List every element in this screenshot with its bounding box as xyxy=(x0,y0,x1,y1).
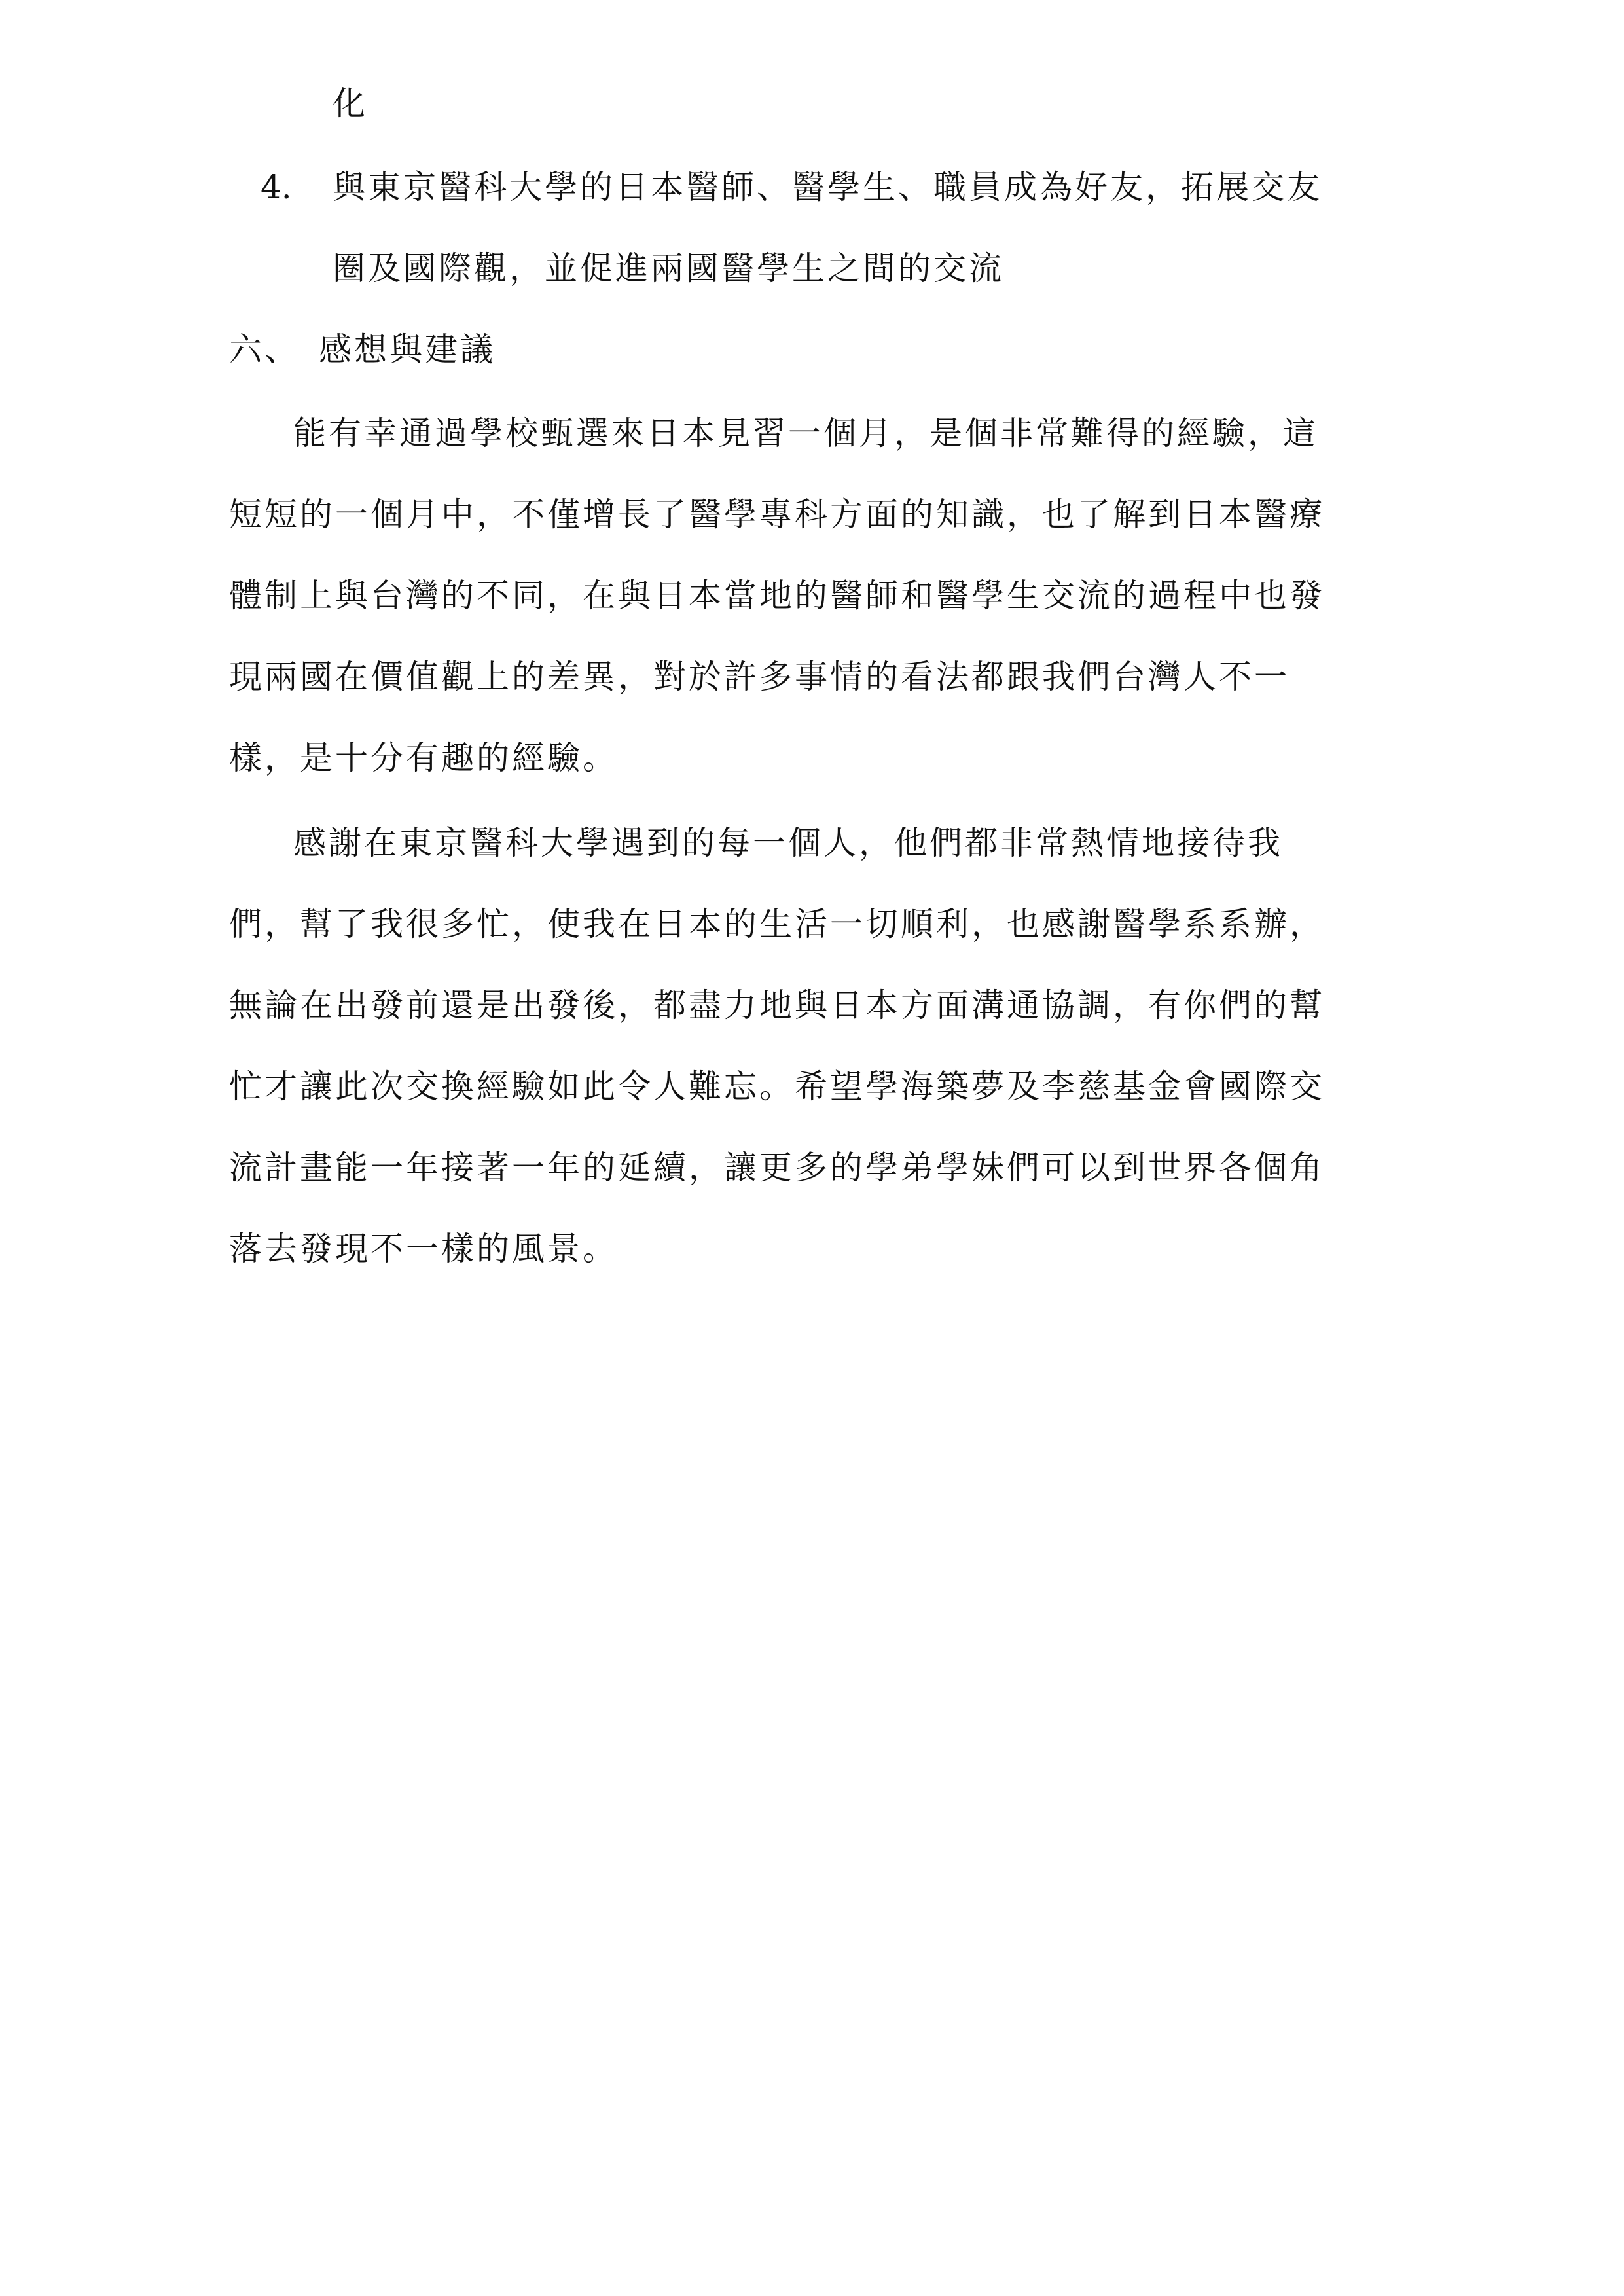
section-heading: 六、 感想與建議 xyxy=(229,331,496,368)
paragraph-2-line-1: 感謝在東京醫科大學遇到的每一個人，他們都非常熱情地接待我 xyxy=(293,824,1283,862)
list-item-4-line-2: 圈及國際觀，並促進兩國醫學生之間的交流 xyxy=(333,249,1004,287)
paragraph-2-line-4: 忙才讓此次交換經驗如此令人難忘。希望學海築夢及李慈基金會國際交 xyxy=(229,1067,1325,1105)
list-number-4: 4. xyxy=(261,168,292,206)
paragraph-1-line-5: 樣，是十分有趣的經驗。 xyxy=(229,739,618,777)
paragraph-1-line-3: 體制上與台灣的不同，在與日本當地的醫師和醫學生交流的過程中也發 xyxy=(229,577,1325,615)
paragraph-2-line-5: 流計畫能一年接著一年的延續，讓更多的學弟學妹們可以到世界各個角 xyxy=(229,1149,1325,1187)
paragraph-2-line-3: 無論在出發前還是出發後，都盡力地與日本方面溝通協調，有你們的幫 xyxy=(229,986,1325,1024)
paragraph-2-line-6: 落去發現不一樣的風景。 xyxy=(229,1230,618,1268)
list-item-3-continuation: 化 xyxy=(333,84,368,122)
paragraph-2-line-2: 們，幫了我很多忙，使我在日本的生活一切順利，也感謝醫學系系辦， xyxy=(229,905,1325,943)
paragraph-1-line-2: 短短的一個月中，不僅增長了醫學專科方面的知識，也了解到日本醫療 xyxy=(229,495,1325,533)
paragraph-1-line-4: 現兩國在價值觀上的差異，對於許多事情的看法都跟我們台灣人不一 xyxy=(229,658,1290,696)
paragraph-1-line-1: 能有幸通過學校甄選來日本見習一個月，是個非常難得的經驗，這 xyxy=(293,414,1318,452)
list-item-4-line-1: 與東京醫科大學的日本醫師、醫學生、職員成為好友，拓展交友 xyxy=(333,168,1322,206)
